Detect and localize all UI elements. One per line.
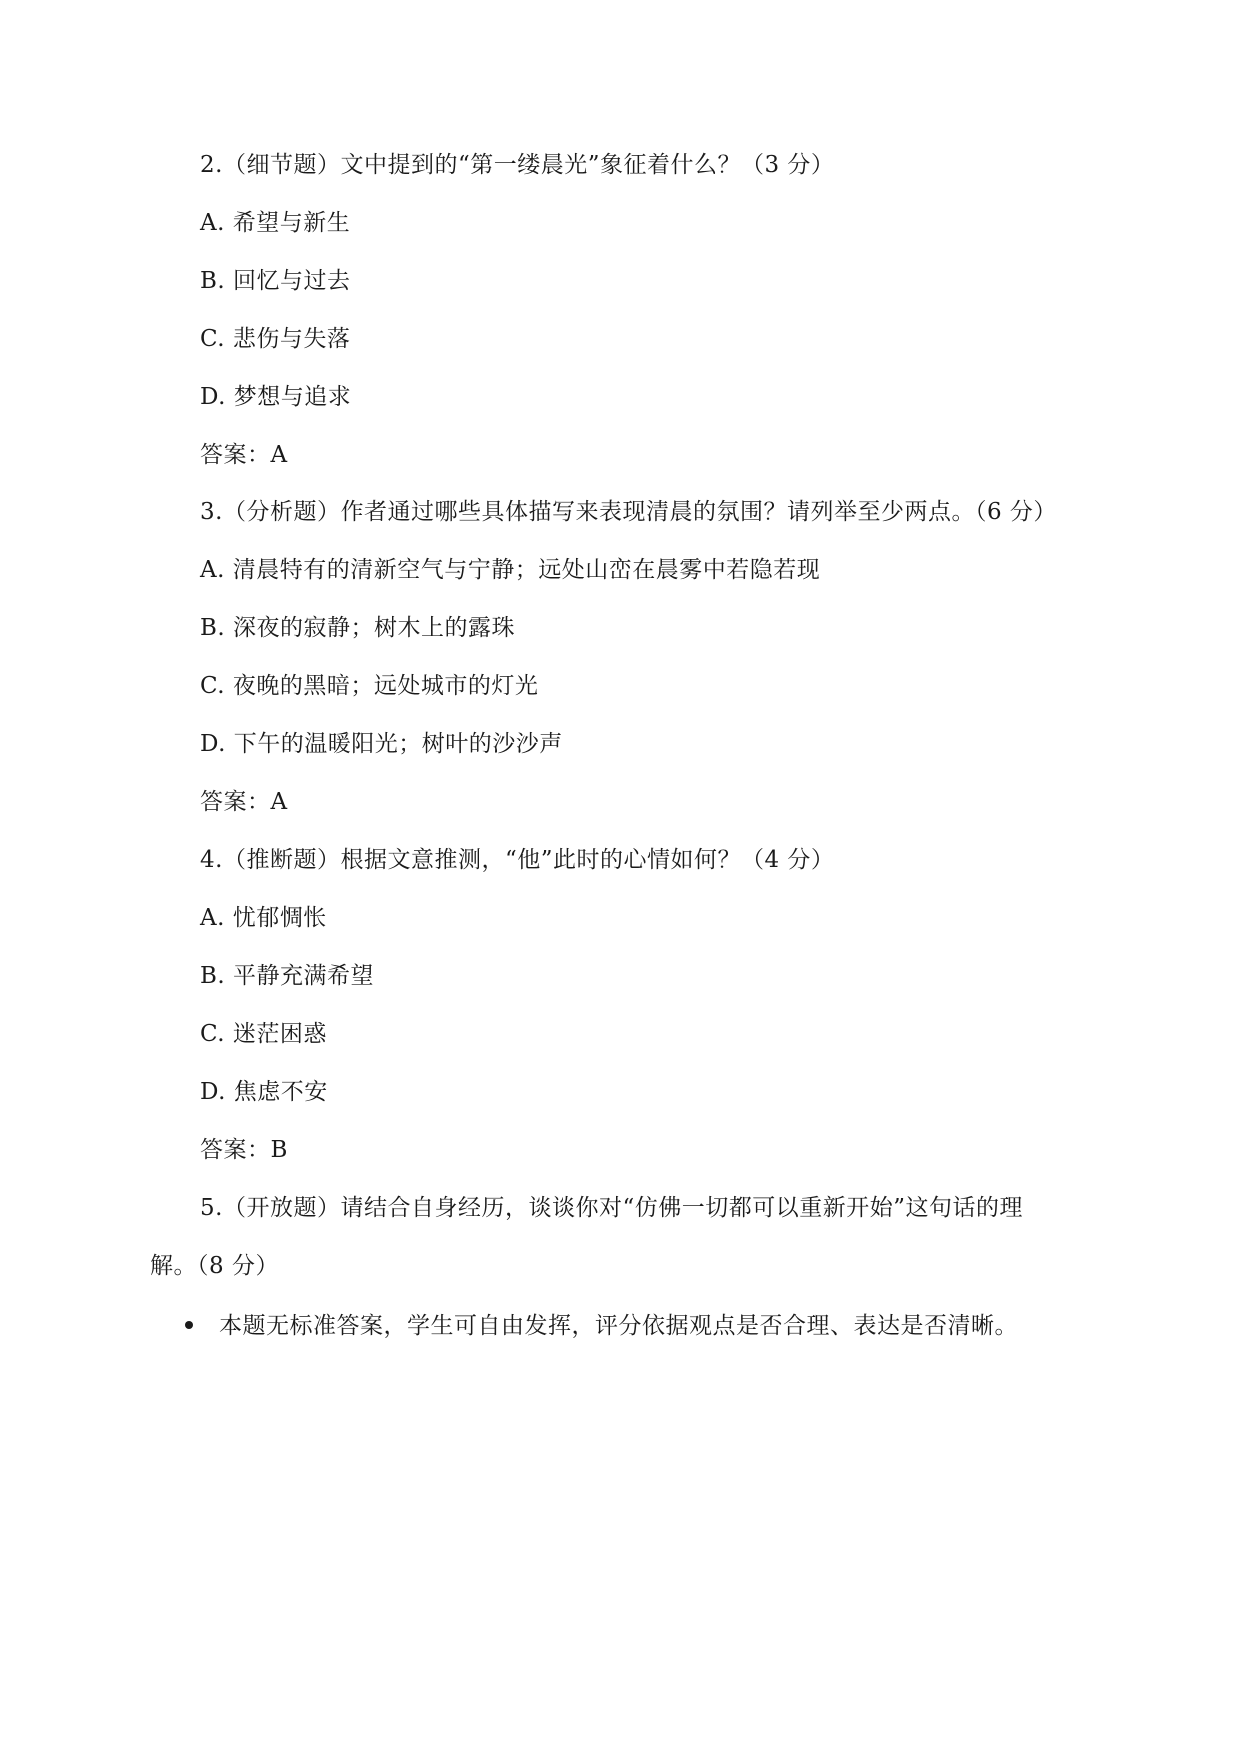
bullet-icon	[185, 1321, 193, 1329]
question-4-option-a: A. 忧郁惆怅	[200, 905, 327, 931]
question-2-stem: 2.（细节题）文中提到的“第一缕晨光”象征着什么？（3 分）	[200, 152, 835, 178]
question-4-option-c: C. 迷茫困惑	[200, 1021, 327, 1047]
question-3-answer: 答案：A	[200, 789, 288, 815]
question-5-note	[185, 1311, 1018, 1341]
question-2-option-a: A. 希望与新生	[200, 210, 351, 236]
question-4-answer: 答案：B	[200, 1137, 288, 1163]
question-5-stem-line1: 5.（开放题）请结合自身经历，谈谈你对“仿佛一切都可以重新开始”这句话的理	[200, 1195, 1023, 1221]
question-3-option-a: A. 清晨特有的清新空气与宁静；远处山峦在晨雾中若隐若现	[200, 557, 821, 583]
question-4-option-d: D. 焦虑不安	[200, 1079, 328, 1105]
question-5-stem-line2: 解。（8 分）	[150, 1253, 279, 1279]
question-2-option-c: C. 悲伤与失落	[200, 326, 351, 352]
question-3-stem: 3.（分析题）作者通过哪些具体描写来表现清晨的氛围？请列举至少两点。（6 分）	[200, 499, 1057, 525]
question-2-option-b: B. 回忆与过去	[200, 268, 351, 294]
question-3-option-b: B. 深夜的寂静；树木上的露珠	[200, 615, 516, 641]
question-3-option-d: D. 下午的温暖阳光；树叶的沙沙声	[200, 731, 563, 757]
question-4-stem: 4.（推断题）根据文意推测，“他”此时的心情如何？（4 分）	[200, 847, 835, 873]
question-3-option-c: C. 夜晚的黑暗；远处城市的灯光	[200, 673, 539, 699]
question-5-note-text: 本题无标准答案，学生可自由发挥，评分依据观点是否合理、表达是否清晰。	[219, 1313, 1018, 1339]
question-4-option-b: B. 平静充满希望	[200, 963, 375, 989]
question-2-answer: 答案：A	[200, 442, 288, 468]
question-2-option-d: D. 梦想与追求	[200, 384, 352, 410]
